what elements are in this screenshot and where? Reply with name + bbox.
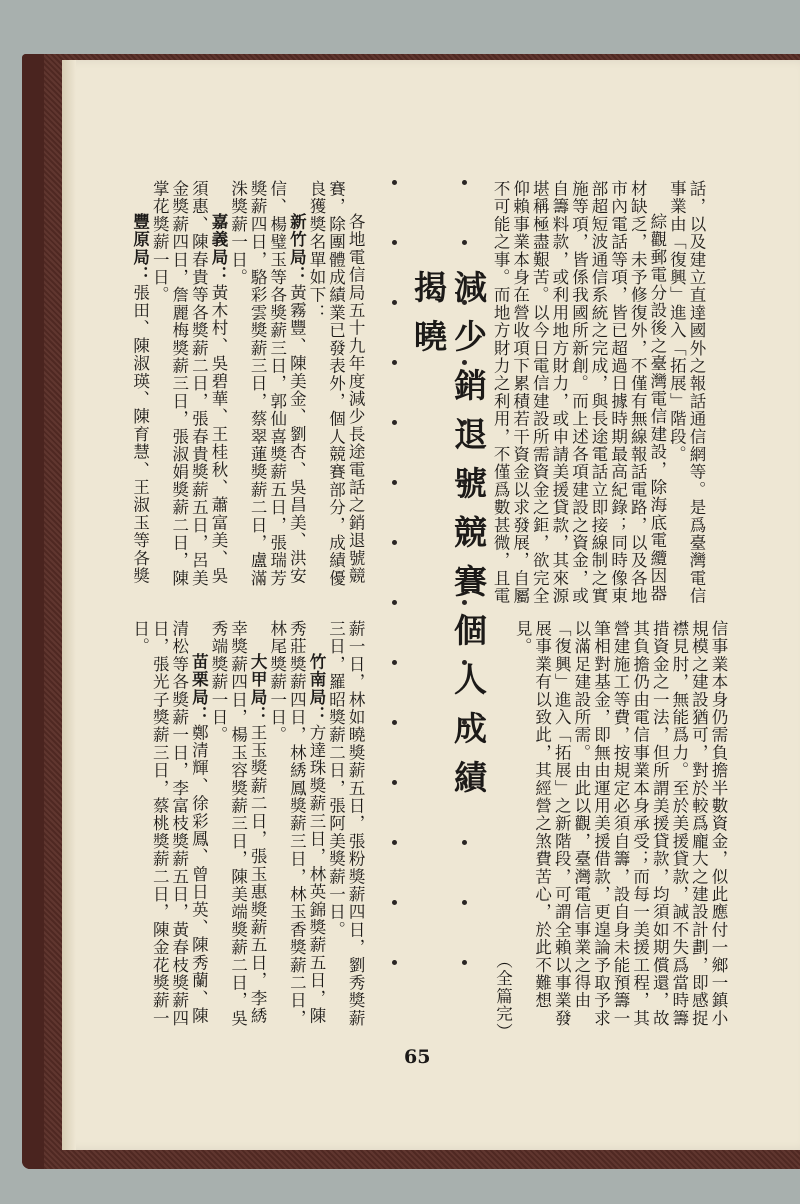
end-note: （全篇完） [493, 951, 513, 1040]
announcement-intro: 各地電信局五十九年度減少長途電話之銷退號競賽，除團體成績業已發表外，個人競賽部分，成績優良獲獎名單如下： [306, 180, 366, 588]
divider-dot [392, 360, 397, 365]
divider-dot [392, 480, 397, 485]
article-paragraph: 話，以及建立直達國外之報話通信網等。是爲臺灣電信事業由「復興」進入「拓展」階段。 [667, 180, 706, 605]
office-entry [130, 180, 150, 590]
office-label: 豐原局： [130, 213, 150, 284]
office-label: 大甲局： [248, 653, 268, 724]
article-paragraph: 綜觀郵電分設後之臺灣電信建設，除海底電纜因器材缺乏，未予修復外，不僅有無線報話電路，以及各地市內電話等項，皆已超過日據時期最高紀錄；同時像東部超短波通信系統之完成，與長途電話立即接線制之實施等項，皆係我國所新創。而上述各項建設之資金，或自籌料款，或利用地方財力，或申請美援貸款，其來源堪稱極盡艱苦。以今日電信建設所需資金之鉅，欲完全仰賴事業本身在營收項下累積若干資金以求發展，自屬不可能之事。而地方財力之利用，不僅爲數甚微，且電 [491, 180, 667, 605]
page-number: 65 [404, 1046, 431, 1068]
divider-dot [392, 720, 397, 725]
office-entry [267, 620, 326, 1040]
divider-dot [392, 780, 397, 785]
office-text: 張田、陳淑瑛、陳育慧、王淑玉等各獎 [130, 283, 150, 585]
office-label: 嘉義局： [208, 213, 228, 284]
office-text: 王玉獎薪二日，張玉惠獎薪五日，李綉幸獎薪四日，楊玉容獎薪三日，陳美端獎薪二日，吳秀端獎薪一日。 [208, 620, 268, 1028]
dotted-divider-left [392, 180, 400, 1010]
office-entry [130, 620, 208, 1040]
office-entry [228, 180, 306, 590]
divider-dot [392, 300, 397, 305]
announcement-top-left [130, 180, 365, 590]
page-gutter [62, 60, 76, 1150]
announcement-continued: 薪一日，林如曉獎薪五日，張粉獎薪四日，劉秀獎薪三日，羅昭獎薪二日，張阿美獎薪一日。 [326, 620, 366, 1028]
divider-dot [392, 840, 397, 845]
office-text: 鄭清輝、徐彩鳳、曾日英、陳秀蘭、陳清松等各獎薪一日，李富枝獎薪五日，黃春枝獎薪四日，張光子獎薪三日，蔡桃獎薪二日，陳金花獎薪一日。 [130, 620, 209, 1028]
office-label: 苗栗局： [189, 653, 209, 724]
office-text: 黃木村、吳碧華、王桂秋、蕭富美、吳須惠、陳春貴等各獎薪二日，張春貴獎薪五日，呂美金獎薪四日，詹麗梅獎薪三日，張淑娟獎薪二日，陳掌花獎薪一日。 [150, 180, 228, 588]
divider-dot [462, 960, 467, 965]
article-paragraph: 信事業本身仍需負擔半數資金，似此應付一鄉一鎮小規模之建設猶可，對於較爲龐大之建設計劃，即感捉襟見肘，無能爲力。至於美援貸款，誠不失爲當時籌措資金之一法，但所謂美援貸款，均須如期償還，故其負擔仍由電信事業本身承受；而每一美援工程，其營建施工等費，按規定必須自籌，設自身未能預籌一筆相對基金，即無由運用美援借款，更遑論予取予求以滿足建設所需。由此以觀，臺灣電信事業之得由「復興」進入「拓展」之新階段，可謂全賴以事業發展事業有以致此，其經營之煞費苦心，於此不難想見。 [513, 620, 728, 1028]
office-text: 黃霧豐、陳美金、劉杏、吳昌美、洪安信、楊璧玉等各獎薪三日，郭仙喜獎薪五日，張瑞芳獎薪四日，駱彩雲獎薪三日，蔡翠蓮獎薪二日，盧滿洙獎薪一日。 [228, 180, 307, 588]
article-mid-right [493, 620, 728, 1040]
divider-dot [462, 900, 467, 905]
article-top-right [490, 180, 706, 610]
divider-dot [392, 900, 397, 905]
divider-dot [392, 960, 397, 965]
divider-dot [462, 180, 467, 185]
divider-dot [392, 240, 397, 245]
divider-dot [392, 420, 397, 425]
book-spine [22, 54, 44, 1169]
divider-dot [462, 840, 467, 845]
divider-dot [392, 180, 397, 185]
office-label: 竹南局： [306, 653, 326, 724]
announcement-mid-left [130, 620, 365, 1040]
divider-dot [392, 600, 397, 605]
office-entry [208, 620, 267, 1040]
divider-dot [462, 240, 467, 245]
divider-dot [392, 540, 397, 545]
divider-dot [392, 660, 397, 665]
office-label: 新竹局： [287, 213, 307, 284]
office-text: 方達珠獎薪三日，林英錦獎薪五日，陳秀莊獎薪四日，林綉鳳獎薪三日，林玉香獎薪二日，林尾獎薪一日。 [267, 620, 326, 1028]
article-title: 減少銷退號競賽個人成績揭曉 [409, 270, 488, 809]
office-entry [150, 180, 228, 590]
